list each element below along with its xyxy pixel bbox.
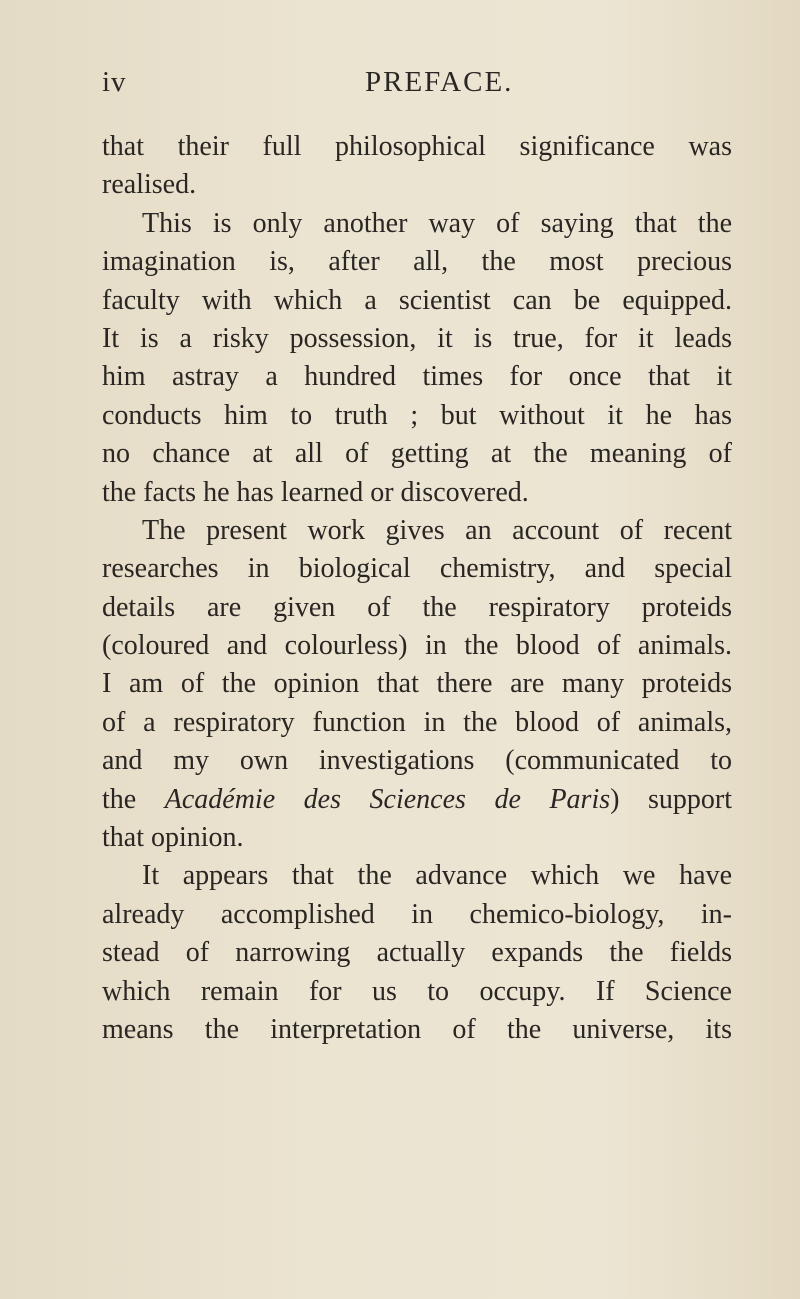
- text-line: imagination is, after all, the most precious: [102, 246, 732, 278]
- text-line: conducts him to truth ; but without it he has: [102, 399, 732, 431]
- text-line: that opinion.: [102, 822, 244, 854]
- text-line: him astray a hundred times for once that it: [102, 361, 732, 393]
- text-line: (coloured and colourless) in the blood of animals.: [102, 630, 732, 662]
- text-line: stead of narrowing actually expands the fields: [102, 937, 732, 969]
- text-line: It is a risky possession, it is true, for it leads: [102, 322, 732, 354]
- text-span: the: [102, 783, 165, 815]
- text-line: I am of the opinion that there are many proteids: [102, 668, 732, 700]
- text-line: It appears that the advance which we have: [142, 860, 732, 892]
- text-line: The present work gives an account of recent: [142, 514, 732, 546]
- text-line: that their full philosophical significance was: [102, 131, 732, 162]
- text-line: of a respiratory function in the blood of animals,: [102, 706, 732, 738]
- italic-phrase: Académie des Sciences de Paris: [164, 783, 611, 815]
- text-line: which remain for us to occupy. If Science: [102, 975, 732, 1007]
- page-number: iv: [102, 66, 127, 98]
- text-line: faculty with which a scientist can be equipped.: [102, 284, 732, 316]
- text-span: ) support: [610, 783, 732, 815]
- text-line: means the interpretation of the universe, its: [102, 1013, 732, 1045]
- text-line: already accomplished in chemico-biology, in-: [102, 898, 732, 930]
- page-header: [102, 66, 732, 110]
- text-line: details are given of the respiratory proteids: [102, 591, 732, 623]
- text-line: and my own investigations (communicated to: [102, 745, 732, 777]
- running-head: PREFACE.: [365, 66, 514, 98]
- text-line: the facts he has learned or discovered.: [102, 476, 529, 508]
- text-line: researches in biological chemistry, and special: [102, 553, 732, 585]
- text-line: [102, 781, 732, 819]
- text-line: realised.: [102, 169, 197, 201]
- body-text: [102, 128, 732, 1049]
- text-line: This is only another way of saying that the: [142, 207, 732, 239]
- text-line: no chance at all of getting at the meaning of: [102, 438, 732, 470]
